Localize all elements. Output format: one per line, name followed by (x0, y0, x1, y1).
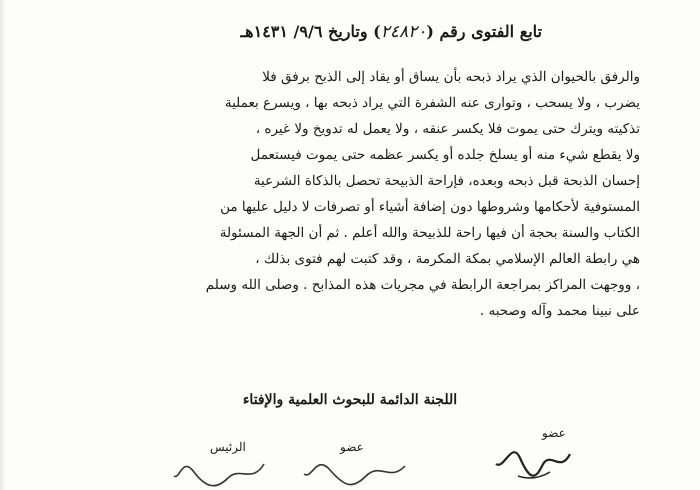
header-prefix: تابع الفتوى رقم ( (426, 22, 542, 41)
signature-member-mid (300, 458, 410, 490)
signature-member-right (490, 444, 580, 484)
committee-title: اللجنة الدائمة للبحوث العلمية والإفتاء (242, 392, 458, 408)
signature-chair (170, 458, 270, 490)
body-line: ولا يقطع شيء منه أو يسلخ جلده أو يكسر عظمه حتى يموت فيستعمل (250, 147, 640, 163)
role-member-right: عضو (542, 426, 566, 440)
role-chair: الرئيس (210, 440, 246, 454)
body-line: هي رابطة العالم الإسلامي بمكة المكرمة ، وقد كتبت لهم فتوى بذلك ، (255, 251, 640, 267)
fatwa-header (240, 22, 542, 42)
header-date: ) وتاريخ ٩/٦/ ١٤٣١هـ (240, 22, 381, 41)
fatwa-body-text (56, 64, 640, 324)
role-member-mid: عضو (340, 440, 364, 454)
body-line: يضرب ، ولا يسحب ، وتوارى عنه الشفرة التي يراد ذبحه بها ، ويسرع بعملية (224, 95, 640, 111)
body-line: والرفق بالحيوان الذي يراد ذبحه بأن يساق أو يقاد إلى الذبح برفق فلا (262, 69, 640, 85)
fatwa-number: ٢٤٨٢٠ (380, 22, 427, 42)
body-line: المستوفية لأحكامها وشروطها دون إضافة أشياء أو تصرفات لا دليل عليها من (220, 199, 640, 215)
body-line: تذكيته ويترك حتى يموت فلا يكسر عنقه ، ولا يعمل له تدويخ ولا غيره ، (255, 121, 640, 137)
body-line: الكتاب والسنة بحجة أن فيها راحة للذبيحة والله أعلم . ثم أن الجهة المسئولة (219, 225, 640, 241)
body-line: على نبينا محمد وآله وصحبه . (479, 303, 640, 319)
body-line: ، ووجهت المراكز بمراجعة الرابطة في مجريات هذه المذابح . وصلى الله وسلم (205, 277, 640, 293)
body-line: إحسان الذبحة قبل ذبحه وبعده، فإراحة الذبيحة تحصل بالذكاة الشرعية (253, 173, 640, 189)
scan-edge-shadow (0, 0, 6, 490)
